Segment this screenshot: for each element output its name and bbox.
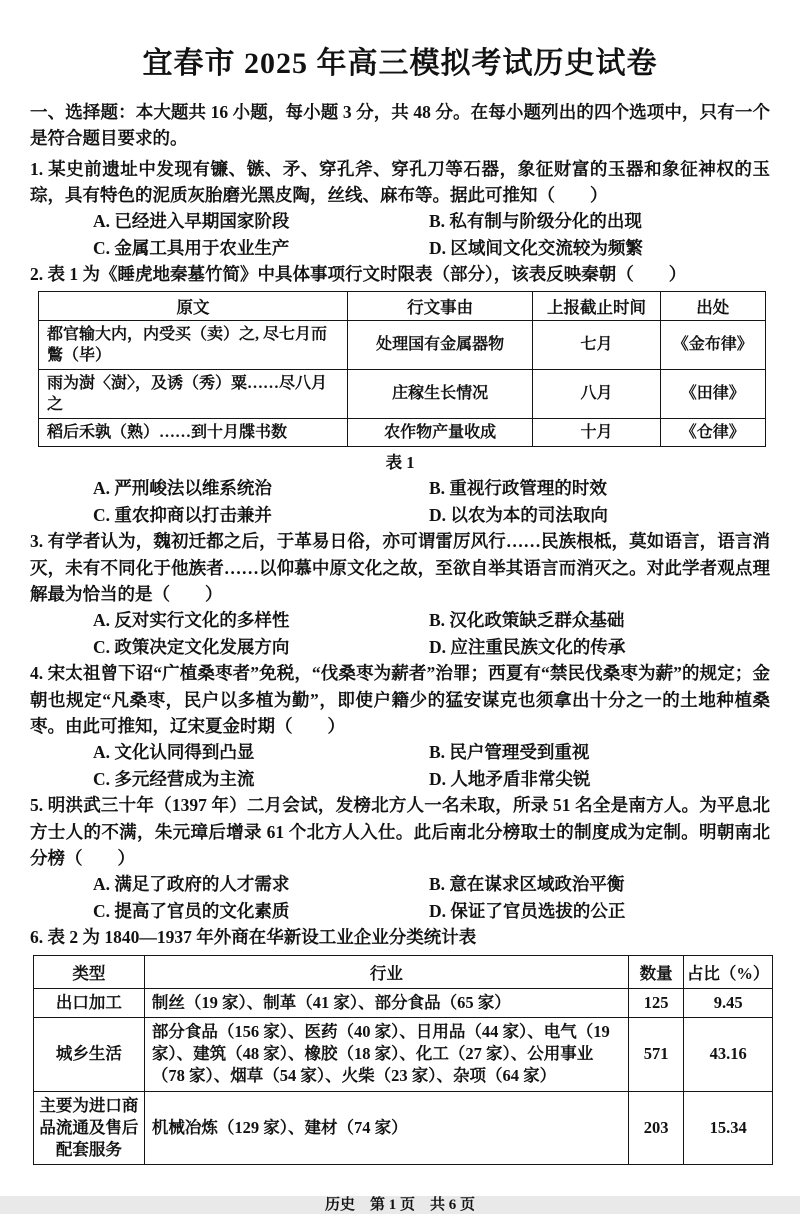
question-5-stem: 5. 明洪武三十年（1397 年）二月会试，发榜北方人一名未取，所录 51 名全是南方人。为平息北方士人的不满，朱元璋后增录 61 个北方人入仕。此后南北分榜取士的制度成为定制。明朝南北分榜（ ） — [30, 795, 770, 868]
question-3-option-c: C. 政策决定文化发展方向 — [93, 636, 290, 657]
question-4-options — [30, 739, 770, 792]
table-2-header-count: 数量 — [628, 955, 683, 988]
question-1-option-b: B. 私有制与阶级分化的出现 — [429, 211, 642, 232]
question-4 — [30, 660, 770, 792]
table-1-row — [39, 419, 766, 447]
table-cell: 庄稼生长情况 — [347, 369, 532, 418]
table-1 — [38, 291, 766, 448]
question-4-option-d: D. 人地矛盾非常尖锐 — [429, 768, 591, 789]
table-2 — [33, 955, 773, 1166]
table-cell: 43.16 — [684, 1017, 773, 1091]
question-5 — [30, 792, 770, 924]
question-2-options — [30, 475, 770, 528]
table-cell: 15.34 — [684, 1091, 773, 1165]
table-2-row — [34, 1091, 773, 1165]
question-5-option-a: A. 满足了政府的人才需求 — [93, 874, 290, 895]
table-cell: 203 — [628, 1091, 683, 1165]
table-cell: 《金布律》 — [660, 320, 765, 369]
table-1-caption: 表 1 — [385, 453, 415, 473]
table-cell: 《仓律》 — [660, 419, 765, 447]
table-cell: 十月 — [533, 419, 660, 447]
question-6 — [30, 924, 770, 1165]
question-2-option-b: B. 重视行政管理的时效 — [429, 478, 607, 499]
question-2-option-a: A. 严刑峻法以维系统治 — [93, 478, 272, 499]
question-1-stem: 1. 某史前遗址中发现有镰、镞、矛、穿孔斧、穿孔刀等石器，象征财富的玉器和象征神权的玉琮，具有特色的泥质灰胎磨光黑皮陶，丝线、麻布等。据此可推知（ ） — [30, 158, 770, 206]
table-cell: 八月 — [533, 369, 660, 418]
question-1-option-a: A. 已经进入早期国家阶段 — [93, 211, 290, 232]
table-cell: 七月 — [533, 320, 660, 369]
question-2-option-d: D. 以农为本的司法取向 — [429, 504, 608, 525]
question-2 — [30, 261, 770, 528]
table-cell: 125 — [628, 988, 683, 1017]
table-2-row — [34, 988, 773, 1017]
table-cell: 主要为进口商品流通及售后配套服务 — [34, 1091, 145, 1165]
question-2-option-c: C. 重农抑商以打击兼并 — [93, 504, 272, 525]
table-1-row — [39, 320, 766, 369]
table-1-row — [39, 369, 766, 418]
question-3-option-d: D. 应注重民族文化的传承 — [429, 636, 626, 657]
table-cell: 城乡生活 — [34, 1017, 145, 1091]
table-cell: 571 — [628, 1017, 683, 1091]
table-2-header-share: 占比（%） — [684, 955, 773, 988]
question-1-options — [30, 208, 770, 261]
question-4-option-c: C. 多元经营成为主流 — [93, 768, 255, 789]
table-cell: 制丝（19 家）、制革（41 家）、部分食品（65 家） — [144, 988, 628, 1017]
question-3-option-b: B. 汉化政策缺乏群众基础 — [429, 610, 625, 631]
question-1-option-c: C. 金属工具用于农业生产 — [93, 237, 290, 258]
table-cell: 机械冶炼（129 家）、建材（74 家） — [144, 1091, 628, 1165]
table-2-header-industry: 行业 — [144, 955, 628, 988]
question-3-options — [30, 607, 770, 660]
question-1 — [30, 156, 770, 262]
page-footer: 历史 第 1 页 共 6 页 — [324, 1197, 475, 1214]
table-cell: 部分食品（156 家）、医药（40 家）、日用品（44 家）、电气（19 家）、建筑（48 家）、橡胶（18 家）、化工（27 家）、公用事业（78 家）、烟草（54 家）、火柴（23 家）、杂项（64 家） — [144, 1017, 628, 1091]
table-cell: 处理国有金属器物 — [347, 320, 532, 369]
question-4-option-a: A. 文化认同得到凸显 — [93, 742, 255, 763]
table-cell: 雨为澍〈澍〉，及诱（秀）粟……尽八月之 — [39, 369, 348, 418]
table-1-header-original-text: 原文 — [39, 291, 348, 320]
table-2-header-row — [34, 955, 773, 988]
question-4-stem: 4. 宋太祖曾下诏“广植桑枣者”免税，“伐桑枣为薪者”治罪；西夏有“禁民伐桑枣为薪”的规定；金朝也规定“凡桑枣，民户以多植为勤”，即使户籍少的猛安谋克也须拿出十分之一的土地种植桑枣。由此可推知，辽宋夏金时期（ ） — [30, 663, 770, 736]
question-5-option-b: B. 意在谋求区域政治平衡 — [429, 874, 625, 895]
table-2-header-type: 类型 — [34, 955, 145, 988]
question-6-stem: 6. 表 2 为 1840—1937 年外商在华新设工业企业分类统计表 — [30, 927, 477, 948]
question-5-option-c: C. 提高了官员的文化素质 — [93, 900, 290, 921]
page-title: 宜春市 2025 年高三模拟考试历史试卷 — [142, 47, 658, 80]
question-3-option-a: A. 反对实行文化的多样性 — [93, 610, 290, 631]
table-cell: 9.45 — [684, 988, 773, 1017]
table-cell: 都官输大内，内受买（卖）之, 尽七月而鷩（毕） — [39, 320, 348, 369]
question-1-option-d: D. 区域间文化交流较为频繁 — [429, 237, 643, 258]
table-1-header-subject: 行文事由 — [347, 291, 532, 320]
question-5-options — [30, 871, 770, 924]
question-3 — [30, 528, 770, 660]
table-cell: 出口加工 — [34, 988, 145, 1017]
table-2-row — [34, 1017, 773, 1091]
table-1-header-source: 出处 — [660, 291, 765, 320]
question-2-stem: 2. 表 1 为《睡虎地秦墓竹简》中具体事项行文时限表（部分），该表反映秦朝（ ） — [30, 264, 687, 285]
question-4-option-b: B. 民户管理受到重视 — [429, 742, 590, 763]
table-cell: 《田律》 — [660, 369, 765, 418]
table-1-header-deadline: 上报截止时间 — [533, 291, 660, 320]
table-cell: 稻后禾孰（熟）……到十月牒书数 — [39, 419, 348, 447]
table-1-header-row — [39, 291, 766, 320]
question-5-option-d: D. 保证了官员选拔的公正 — [429, 900, 626, 921]
question-3-stem: 3. 有学者认为，魏初迁都之后，于革易日俗，亦可谓雷厉风行……民族根柢，莫如语言，语言消灭，未有不同化于他族者……以仰慕中原文化之故，至欲自举其语言而消灭之。对此学者观点理解最为恰当的是（ ） — [30, 531, 770, 604]
table-cell: 农作物产量收成 — [347, 419, 532, 447]
section-intro: 一、选择题：本大题共 16 小题，每小题 3 分，共 48 分。在每小题列出的四个选项中，只有一个是符合题目要求的。 — [30, 102, 770, 148]
